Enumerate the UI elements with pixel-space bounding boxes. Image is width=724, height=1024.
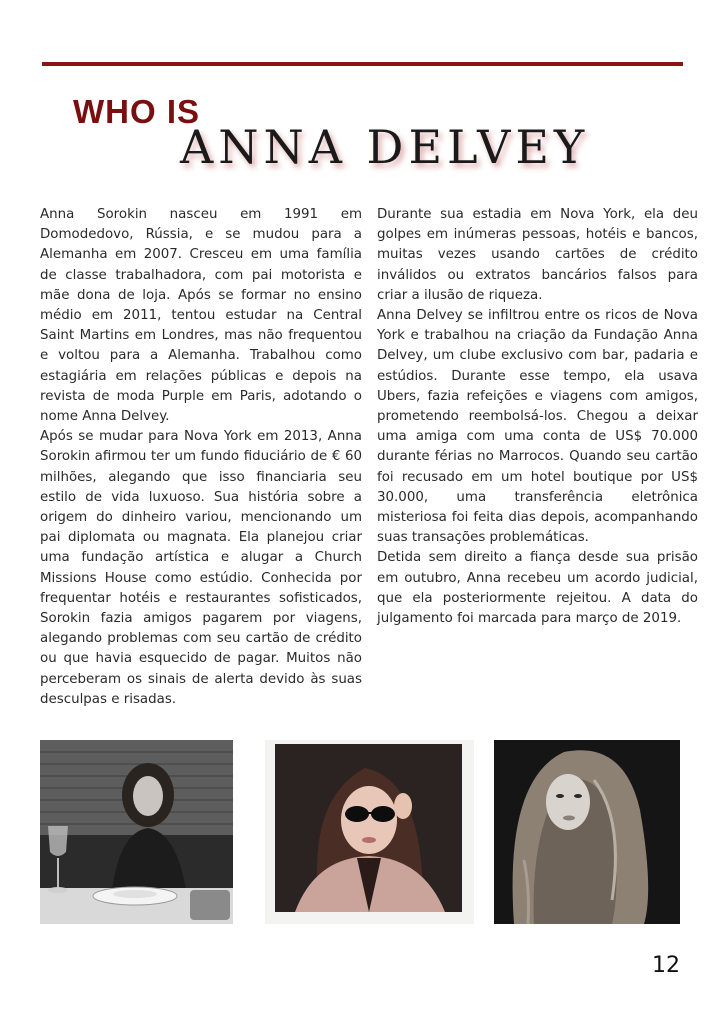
title-who-is: WHO IS (73, 93, 200, 130)
paragraph: Após se mudar para Nova York em 2013, Anna Sorokin afirmou ter um fundo fiduciário de € 60 milhões, alegando que isso financiaria seu estilo de vida luxuoso. Sua história sobre a origem do dinheiro variou, mencionando um pai diplomata ou magnata. Ela planejou criar uma fundação artística e alugar a Church Missions House como estúdio. Conhecida por frequentar hotéis e restaurantes sofisticados, Sorokin fazia amigos pagarem por viagens, alegando problemas com seu cartão de crédito ou que havia esquecido de pagar. Muitos não perceberam os sinais de alerta devido às suas desculpas e risadas. (40, 429, 362, 707)
photo-polaroid (265, 740, 474, 924)
page-number: 12 (652, 953, 680, 978)
paragraph: Anna Delvey se infiltrou entre os ricos de Nova York e trabalhou na criação da Fundação Anna Delvey, um clube exclusivo com bar, padaria e estúdios. Durante esse tempo, ela usava Ubers, fazia refeições e viagens com amigos, prometendo reembolsá-los. Chegou a deixar uma amiga com uma conta de US$ 70.000 durante férias no Marrocos. Quando seu cartão foi recusado em um hotel boutique por US$ 30.000, uma transferência eletrônica misteriosa foi feita dias depois, acompanhando suas transações problemáticas. (377, 308, 698, 546)
paragraph: Anna Sorokin nasceu em 1991 em Domodedovo, Rússia, e se mudou para a Alemanha em 2007. Cresceu em uma família de classe trabalhadora, com pai motorista e mãe dona de loja. Após se formar no ensino médio em 2011, tentou estudar na Central Saint Martins em Londres, mas não frequentou e voltou para a Alemanha. Trabalhou como estagiária em relações públicas e depois na revista de moda Purple em Paris, adotando o nome Anna Delvey. (40, 207, 362, 425)
paragraph: Detida sem direito a fiança desde sua prisão em outubro, Anna recebeu um acordo judicial, que ela posteriormente rejeitou. A data do julgamento foi marcada para março de 2019. (377, 550, 698, 627)
article-column-left (40, 205, 362, 710)
top-divider (42, 62, 683, 66)
article-column-right (377, 205, 698, 629)
photo-selfie (494, 740, 680, 924)
paragraph: Durante sua estadia em Nova York, ela deu golpes em inúmeras pessoas, hotéis e bancos, muitas vezes usando cartões de crédito inválidos ou extratos bancários falsos para criar a ilusão de riqueza. (377, 207, 698, 303)
title-anna-delvey: ANNA DELVEY (180, 120, 590, 174)
photo-restaurant (40, 740, 233, 924)
